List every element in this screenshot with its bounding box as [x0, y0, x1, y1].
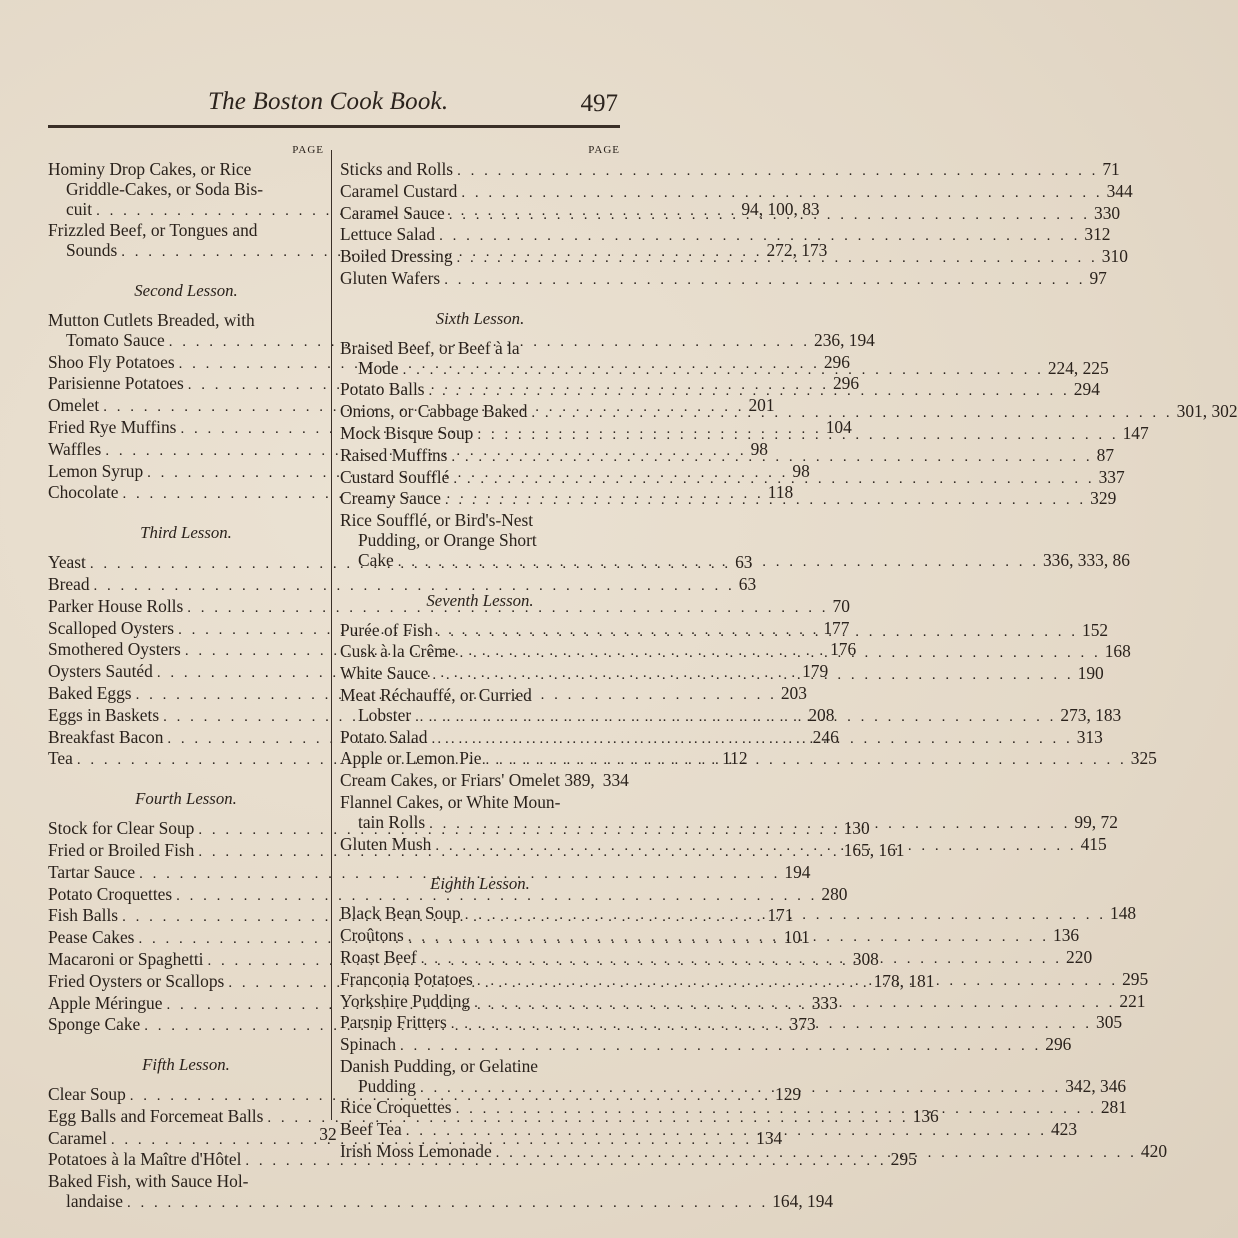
entry-page-numbers: 325	[1130, 748, 1157, 769]
lesson-heading: Fourth Lesson.	[135, 789, 237, 809]
entry-page-numbers: 313	[1076, 726, 1103, 747]
entry-page-numbers: 94, 100, 83	[741, 198, 820, 219]
entry-page-numbers: 98	[792, 460, 810, 481]
entry-text: Flannel Cakes, or White Moun-	[340, 791, 561, 812]
entry-row	[340, 180, 1133, 204]
entry-text: Potato Croquettes	[48, 883, 173, 904]
entry-text: Potato Balls	[340, 379, 425, 400]
dot-leader	[486, 748, 1127, 771]
dot-leader	[531, 404, 1172, 424]
entry-page-numbers: 136	[912, 1105, 939, 1126]
entry-text: Raised Muffins	[340, 444, 448, 465]
entry-text: Sticks and Rolls	[340, 159, 454, 179]
entry-page-numbers: 333	[811, 992, 838, 1013]
entry-page-numbers: 329	[1090, 488, 1117, 509]
dot-leader	[415, 704, 1056, 728]
entry-text: Potato Salad	[340, 726, 428, 747]
dot-leader	[437, 623, 1078, 643]
entry-text: Lettuce Salad	[340, 224, 436, 245]
entry-page-numbers: 420	[1140, 1141, 1168, 1162]
entry-page-numbers: 177	[823, 617, 850, 638]
entry-text: Beef Tea	[340, 1119, 402, 1140]
dot-leader	[403, 361, 1044, 381]
signature-folio: 32	[319, 1124, 337, 1144]
entry-text: Fried or Broiled Fish	[48, 839, 195, 860]
entry-page-numbers: 423	[1050, 1119, 1078, 1140]
entry-text: Tartar Sauce	[48, 861, 136, 882]
dot-leader	[408, 928, 1049, 948]
entry-page-numbers: 336, 333, 86	[1042, 549, 1130, 570]
entry-row	[340, 549, 1130, 573]
entry-page-numbers: 194	[784, 861, 811, 882]
entry-text: Pease Cakes	[48, 927, 135, 948]
entry-page-numbers: 164, 194	[772, 1191, 834, 1212]
entry-text: landaise	[66, 1191, 123, 1212]
entry-page-numbers: 98	[750, 438, 768, 459]
entry-text: Mock Bisque Soup	[340, 422, 474, 443]
entry-text: Parisienne Potatoes	[48, 373, 184, 394]
entry-page-numbers: 296	[1045, 1034, 1072, 1055]
entry-text: Baked Fish, with Sauce Hol-	[48, 1171, 249, 1192]
entry-page-numbers: 201	[748, 395, 775, 416]
entry-text: Cake	[358, 549, 394, 570]
entry-text: Tea	[48, 748, 73, 769]
entry-page-numbers: 296	[823, 351, 850, 372]
entry-page-numbers: 236, 194	[814, 329, 875, 350]
entry-page-numbers: 130	[843, 818, 870, 839]
entry-text: Franconia Potatoes	[340, 968, 473, 989]
entry-page-numbers: 220	[1066, 946, 1093, 967]
dot-leader	[432, 666, 1073, 686]
page-column-label: PAGE	[588, 144, 620, 156]
entry-row	[340, 224, 1111, 247]
entry-text: White Sauce	[340, 663, 429, 684]
entry-text: Oysters Sautéd	[48, 661, 153, 682]
entry-page-numbers: 104	[825, 416, 852, 437]
entry-page-numbers: 70	[832, 595, 850, 616]
dot-leader	[127, 1194, 768, 1214]
entry-page-numbers: 152	[1082, 619, 1109, 640]
lesson-heading: Third Lesson.	[140, 523, 232, 543]
entry-text: Cream Cakes, or Friars' Omelet 389,	[340, 770, 595, 791]
entry-text: Macaroni or Spaghetti	[48, 948, 204, 969]
entry-text: Rice Croquettes	[340, 1097, 452, 1118]
entry-row	[48, 1191, 834, 1214]
dot-leader	[444, 271, 1085, 291]
entry-text: Eggs in Baskets	[48, 704, 160, 725]
entry-row	[48, 573, 757, 597]
entry-page-numbers: 190	[1077, 663, 1104, 684]
entry-page-numbers: 136	[1053, 925, 1080, 946]
entry-text: Braised Beef, or Beef à la	[340, 337, 520, 358]
running-title: The Boston Cook Book.	[208, 88, 449, 115]
entry-text: Creamy Sauce	[340, 488, 441, 509]
entry-text: Hominy Drop Cakes, or Rice	[48, 159, 252, 179]
entry-page-numbers: 305	[1096, 1012, 1123, 1033]
entry-page-numbers: 294	[1073, 379, 1100, 400]
entry-page-numbers: 147	[1122, 422, 1149, 443]
entry-page-numbers: 415	[1080, 833, 1107, 854]
entry-text: Griddle-Cakes, or Soda Bis-	[66, 178, 264, 199]
dot-leader	[456, 1100, 1097, 1120]
lesson-heading: Seventh Lesson.	[426, 590, 534, 610]
dot-leader	[435, 837, 1076, 857]
entry-text: Lemon Syrup	[48, 460, 144, 481]
entry-text: Egg Balls and Forcemeat Balls	[48, 1105, 264, 1126]
entry-text: Gluten Mush	[340, 833, 432, 854]
entry-text: Pudding	[358, 1075, 416, 1096]
column-divider	[331, 150, 332, 1120]
entry-page-numbers: 176	[830, 639, 857, 660]
entry-text: Baked Eggs	[48, 682, 132, 703]
entry-text: Danish Pudding, or Gelatine	[340, 1055, 539, 1076]
entry-text: Parsnip Fritters	[340, 1012, 447, 1033]
dot-leader	[461, 184, 1102, 204]
entry-text: Croûtons	[340, 925, 404, 946]
dot-leader	[400, 1037, 1041, 1057]
entry-text: Fish Balls	[48, 905, 119, 926]
entry-page-numbers: 87	[1096, 444, 1115, 465]
entry-page-numbers: 101	[783, 927, 810, 948]
dot-leader	[449, 206, 1090, 226]
entry-text: Stock for Clear Soup	[48, 818, 195, 839]
entry-page-numbers: 310	[1101, 246, 1128, 267]
dot-leader	[457, 249, 1098, 269]
entry-page-numbers: 112	[722, 748, 748, 769]
entry-row	[340, 1034, 1072, 1057]
dot-leader	[474, 994, 1115, 1014]
dot-leader	[431, 726, 1072, 750]
entry-page-numbers: 63	[738, 573, 757, 594]
entry-text: Apple Méringue	[48, 992, 163, 1013]
header-rule	[48, 125, 620, 128]
entry-page-numbers: 118	[767, 482, 794, 503]
entry-page-numbers: 168	[1104, 641, 1131, 662]
entry-page-numbers: 99, 72	[1074, 811, 1118, 832]
page-number: 497	[580, 90, 618, 117]
entry-text: Mutton Cutlets Breaded, with	[48, 309, 255, 330]
entry-page-numbers: 373	[789, 1014, 816, 1035]
dot-leader	[398, 553, 1039, 573]
entry-text: Purée of Fish	[340, 619, 433, 640]
dot-leader	[420, 1079, 1061, 1099]
dot-leader	[429, 382, 1070, 402]
entry-text: Mode	[358, 357, 399, 378]
entry-text: Rice Soufflé, or Bird's-Nest	[340, 510, 534, 531]
lesson-heading: Sixth Lesson.	[435, 308, 525, 328]
entry-page-numbers: 221	[1119, 990, 1146, 1011]
entry-text: Sounds	[66, 240, 118, 261]
entry-text: Waffles	[48, 438, 102, 459]
index-entry	[340, 770, 629, 793]
entry-text: Tomato Sauce	[66, 329, 165, 350]
entry-page-numbers: 272, 173	[766, 240, 828, 261]
entry-text: Smothered Oysters	[48, 639, 181, 660]
entry-text: Pudding, or Orange Short	[358, 529, 537, 550]
entry-page-numbers: 342, 346	[1065, 1075, 1127, 1096]
entry-text: tain Rolls	[358, 811, 426, 832]
lesson-heading: Fifth Lesson.	[142, 1055, 230, 1075]
entry-page-numbers: 165, 161	[843, 839, 905, 860]
index-entry	[48, 573, 757, 597]
dot-leader	[457, 162, 1098, 182]
entry-text: Frizzled Beef, or Tongues and	[48, 220, 258, 241]
entry-page-numbers: 203	[780, 682, 807, 703]
index-entry	[340, 180, 1133, 204]
index-entry	[340, 267, 1107, 291]
entry-text: Bread	[48, 573, 90, 594]
lesson-heading: Eighth Lesson.	[430, 874, 530, 894]
entry-text: Custard Soufflé	[340, 466, 450, 487]
entry-text: Onions, or Cabbage Baked	[340, 401, 528, 422]
entry-text: Chocolate	[48, 482, 119, 503]
entry-page-numbers: 97	[1089, 267, 1107, 288]
entry-page-numbers: 178, 181	[873, 970, 935, 991]
entry-text: Shoo Fly Potatoes	[48, 351, 175, 372]
dot-leader	[451, 448, 1092, 468]
dot-leader	[445, 491, 1086, 511]
entry-page-numbers: 330	[1094, 202, 1121, 223]
dot-leader	[459, 644, 1100, 664]
dot-leader	[496, 1144, 1137, 1164]
entry-page-numbers: 301, 302	[1176, 401, 1238, 422]
entry-text: Irish Moss Lemonade	[340, 1141, 492, 1162]
entry-page-numbers: 134	[756, 1127, 783, 1148]
entry-text: Black Bean Soup	[340, 903, 461, 924]
entry-row	[340, 159, 1120, 182]
entry-page-numbers: 344	[1106, 180, 1133, 201]
index-entry	[48, 1171, 834, 1214]
lesson-heading: Second Lesson.	[134, 280, 238, 300]
entry-text: Yeast	[48, 552, 86, 573]
entry-page-numbers: 334	[602, 770, 629, 791]
entry-text: Fried Rye Muffins	[48, 416, 177, 437]
dot-leader	[453, 470, 1094, 490]
entry-text: Meat Réchauffé, or Curried	[340, 684, 532, 705]
entry-page-numbers: 308	[852, 948, 879, 969]
entry-text: Lobster	[358, 704, 412, 725]
entry-page-numbers: 296	[832, 373, 860, 394]
entry-text: Potatoes à la Maître d'Hôtel	[48, 1149, 242, 1170]
index-entry	[340, 224, 1111, 247]
entry-row	[340, 770, 629, 793]
entry-text: Parker House Rolls	[48, 595, 184, 616]
entry-page-numbers: 148	[1110, 903, 1137, 924]
entry-text: Scalloped Oysters	[48, 617, 175, 638]
entry-page-numbers: 295	[890, 1149, 917, 1170]
entry-text: cuit	[66, 198, 93, 219]
entry-page-numbers: 71	[1102, 159, 1120, 179]
index-entry	[340, 1034, 1072, 1057]
entry-text: Spinach	[340, 1034, 397, 1055]
entry-page-numbers: 312	[1084, 224, 1111, 245]
entry-text: Caramel Sauce	[340, 202, 445, 223]
entry-text: Clear Soup	[48, 1084, 126, 1105]
dot-leader	[421, 950, 1062, 970]
dot-leader	[439, 227, 1080, 247]
entry-text: Roast Beef	[340, 946, 417, 967]
dot-leader	[406, 1122, 1047, 1142]
entry-page-numbers: 281	[1100, 1097, 1127, 1118]
entry-page-numbers: 280	[821, 883, 848, 904]
entry-text: Gluten Wafers	[340, 267, 441, 288]
entry-text: Fried Oysters or Scallops	[48, 970, 225, 991]
entry-text: Boiled Dressing	[340, 246, 453, 267]
entry-text: Cusk à la Crême	[340, 641, 456, 662]
entry-page-numbers: 129	[775, 1084, 802, 1105]
entry-text: Sponge Cake	[48, 1014, 141, 1035]
entry-text: Yorkshire Pudding	[340, 990, 471, 1011]
entry-page-numbers: 171	[767, 905, 794, 926]
entry-text: Omelet	[48, 395, 100, 416]
entry-text: Apple or Lemon Pie	[340, 748, 482, 769]
entry-page-numbers: 179	[802, 661, 829, 682]
dot-leader	[429, 815, 1070, 835]
entry-page-numbers: 246	[812, 726, 839, 747]
entry-page-numbers: 208	[808, 704, 835, 725]
dot-leader	[465, 906, 1106, 926]
entry-text: Breakfast Bacon	[48, 726, 164, 747]
page-column-label: PAGE	[292, 144, 324, 156]
dot-leader	[451, 1015, 1092, 1035]
index-entry	[340, 510, 1130, 572]
entry-page-numbers: 273, 183	[1060, 704, 1122, 725]
entry-page-numbers: 224, 225	[1047, 357, 1109, 378]
running-head	[48, 84, 620, 120]
entry-page-numbers: 337	[1098, 466, 1125, 487]
dot-leader	[477, 972, 1118, 992]
entry-text: Caramel	[48, 1127, 107, 1148]
dot-leader	[477, 426, 1118, 446]
index-entry	[340, 159, 1120, 182]
entry-row	[340, 267, 1107, 291]
entry-text: Caramel Custard	[340, 180, 458, 201]
entry-page-numbers: 295	[1122, 968, 1149, 989]
entry-page-numbers: 63	[735, 552, 753, 573]
